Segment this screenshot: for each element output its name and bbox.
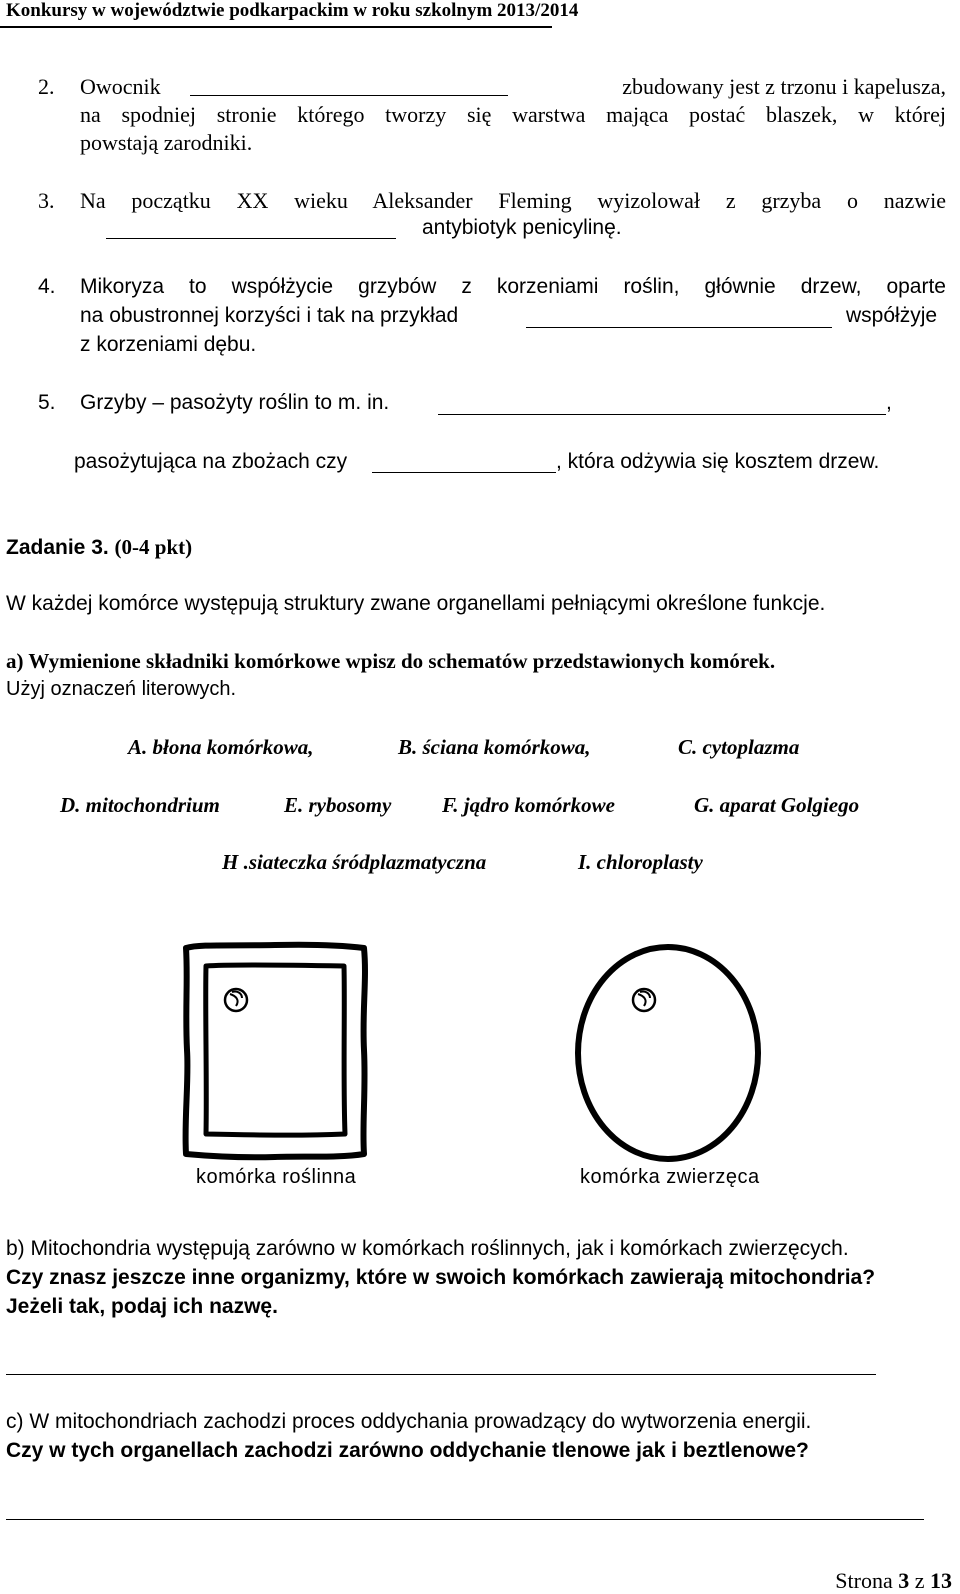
option-h: H .siateczka śródplazmatyczna xyxy=(222,850,487,874)
task-title xyxy=(6,535,192,560)
task-b-line-1: b) Mitochondria występują zarówno w komórkach roślinnych, jak i komórkach zwierzęcych. xyxy=(6,1237,849,1260)
footer-total-pages: 13 xyxy=(930,1568,952,1593)
item-2-line-3: powstają zarodniki. xyxy=(80,130,253,155)
item-3-blank[interactable] xyxy=(106,238,396,239)
option-e: E. rybosomy xyxy=(284,793,392,817)
item-2-text-start: Owocnik xyxy=(80,74,161,99)
item-4-number: 4. xyxy=(38,275,56,298)
animal-cell-membrane xyxy=(578,947,758,1159)
option-a: A. błona komórkowa, xyxy=(128,735,314,759)
item-4-line-1: Mikoryza to współżycie grzybów z korzeniami roślin, głównie drzew, oparte xyxy=(80,275,946,298)
footer-prefix: Strona xyxy=(835,1568,893,1593)
animal-cell-diagram xyxy=(566,940,770,1166)
option-d: D. mitochondrium xyxy=(60,793,220,817)
task-c-line-2: Czy w tych organellach zachodzi zarówno oddychanie tlenowe jak i beztlenowe? xyxy=(6,1439,809,1462)
item-2-number: 2. xyxy=(38,74,55,99)
task-points: (0-4 pkt) xyxy=(114,535,193,559)
header-rule xyxy=(0,26,552,28)
item-5-number: 5. xyxy=(38,391,56,414)
task-title-text: Zadanie 3. xyxy=(6,536,109,559)
task-b-answer-line[interactable] xyxy=(6,1374,876,1375)
task-intro: W każdej komórce występują struktury zwane organellami pełniącymi określone funkcje. xyxy=(6,592,826,615)
item-3-number: 3. xyxy=(38,188,55,213)
plant-cell-diagram xyxy=(180,940,370,1162)
task-a-note: Użyj oznaczeń literowych. xyxy=(6,678,237,700)
option-i: I. chloroplasty xyxy=(578,850,703,874)
item-5-blank-2[interactable] xyxy=(372,472,556,473)
option-c: C. cytoplazma xyxy=(678,735,800,759)
item-4-line-3: z korzeniami dębu. xyxy=(80,333,257,356)
page-footer xyxy=(835,1568,952,1594)
item-5-blank-1[interactable] xyxy=(438,414,886,415)
item-4-line-2-end: współżyje xyxy=(846,304,938,327)
plant-cell-label: komórka roślinna xyxy=(196,1166,357,1188)
option-b: B. ściana komórkowa, xyxy=(398,735,591,759)
item-4-blank[interactable] xyxy=(526,327,832,328)
option-g: G. aparat Golgiego xyxy=(694,793,860,817)
option-f: F. jądro komórkowe xyxy=(442,793,615,817)
item-5-line-2-end: , która odżywia się kosztem drzew. xyxy=(556,450,880,473)
plant-cell-membrane xyxy=(206,965,345,1135)
item-3-line-1: Na początku XX wieku Aleksander Fleming wyizolował z grzyba o nazwie xyxy=(80,188,946,213)
animal-cell-nucleus-icon xyxy=(633,989,655,1011)
plant-cell-nucleus-icon xyxy=(225,989,247,1011)
item-2-line-2: na spodniej stronie którego tworzy się warstwa mająca postać blaszek, w której xyxy=(80,102,946,127)
plant-cell-wall xyxy=(186,945,365,1158)
task-c-line-1: c) W mitochondriach zachodzi proces oddychania prowadzący do wytworzenia energii. xyxy=(6,1410,812,1433)
animal-cell-label: komórka zwierzęca xyxy=(580,1166,760,1188)
task-b-line-3: Jeżeli tak, podaj ich nazwę. xyxy=(6,1295,278,1318)
item-5-line-1: Grzyby – pasożyty roślin to m. in. xyxy=(80,391,390,414)
item-2-text-end: zbudowany jest z trzonu i kapelusza, xyxy=(622,74,946,99)
footer-page-number: 3 xyxy=(898,1568,910,1593)
item-2-blank[interactable] xyxy=(190,95,508,96)
page-header: Konkursy w województwie podkarpackim w roku szkolnym 2013/2014 xyxy=(6,0,579,21)
item-4-line-2-start: na obustronnej korzyści i tak na przykład xyxy=(80,304,459,327)
task-a-instruction: a) Wymienione składniki komórkowe wpisz do schematów przedstawionych komórek. xyxy=(6,649,776,673)
task-b-line-2: Czy znasz jeszcze inne organizmy, które w swoich komórkach zawierają mitochondria? xyxy=(6,1266,876,1289)
task-c-answer-line[interactable] xyxy=(6,1519,924,1520)
item-5-line-1-end: , xyxy=(886,391,892,414)
footer-mid: z xyxy=(914,1568,925,1593)
item-5-line-2-start: pasożytująca na zbożach czy xyxy=(74,450,348,473)
item-3-line-2: antybiotyk penicylinę. xyxy=(422,216,622,239)
